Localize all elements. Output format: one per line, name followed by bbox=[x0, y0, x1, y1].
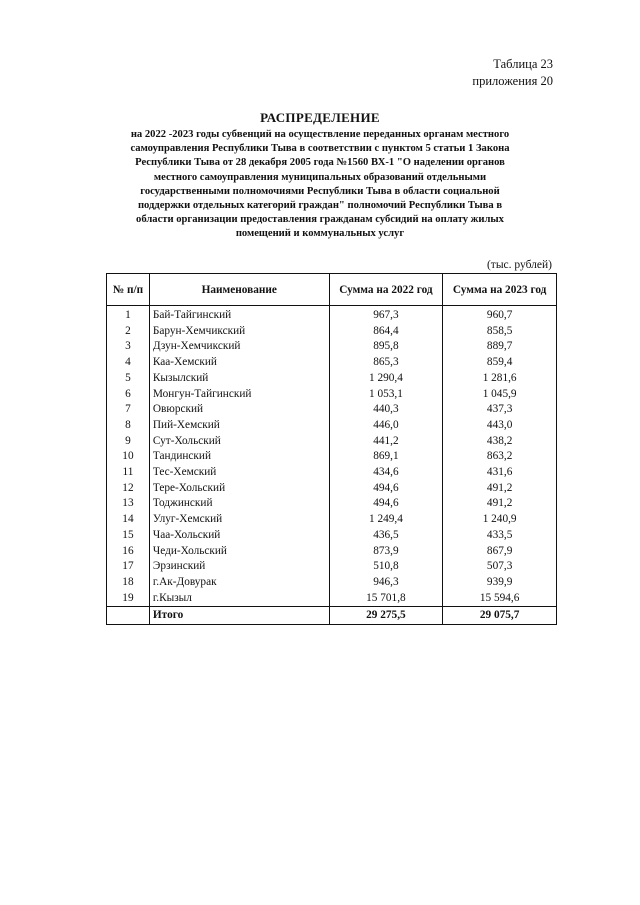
table-row bbox=[107, 591, 557, 607]
sum-2022: 15 701,8 bbox=[329, 591, 443, 607]
table-row bbox=[107, 575, 557, 591]
sum-2022: 873,9 bbox=[329, 544, 443, 560]
sum-2022: 434,6 bbox=[329, 465, 443, 481]
table-row bbox=[107, 512, 557, 528]
sum-2022: 869,1 bbox=[329, 449, 443, 465]
municipality-name: Тере-Хольский bbox=[149, 481, 329, 497]
table-row bbox=[107, 449, 557, 465]
municipality-name: Монгун-Тайгинский bbox=[149, 387, 329, 403]
sum-2022: 510,8 bbox=[329, 559, 443, 575]
units-note: (тыс. рублей) bbox=[486, 259, 552, 271]
table-row bbox=[107, 371, 557, 387]
sum-2022: 494,6 bbox=[329, 481, 443, 497]
sum-2022: 494,6 bbox=[329, 496, 443, 512]
sum-2022: 1 053,1 bbox=[329, 387, 443, 403]
table-row bbox=[107, 559, 557, 575]
distribution-table bbox=[106, 273, 557, 625]
table-row bbox=[107, 465, 557, 481]
row-number: 12 bbox=[107, 481, 150, 497]
row-number: 9 bbox=[107, 434, 150, 450]
municipality-name: Пий-Хемский bbox=[149, 418, 329, 434]
municipality-name: Кызылский bbox=[149, 371, 329, 387]
table-row bbox=[107, 481, 557, 497]
sum-2023: 1 045,9 bbox=[443, 387, 557, 403]
sum-2023: 507,3 bbox=[443, 559, 557, 575]
municipality-name: Чаа-Хольский bbox=[149, 528, 329, 544]
municipality-name: Бай-Тайгинский bbox=[149, 306, 329, 324]
municipality-name: Овюрский bbox=[149, 402, 329, 418]
row-number: 15 bbox=[107, 528, 150, 544]
row-number: 7 bbox=[107, 402, 150, 418]
sum-2022: 946,3 bbox=[329, 575, 443, 591]
sum-2023: 939,9 bbox=[443, 575, 557, 591]
sum-2023: 867,9 bbox=[443, 544, 557, 560]
row-number: 1 bbox=[107, 306, 150, 324]
municipality-name: Сут-Хольский bbox=[149, 434, 329, 450]
total-number bbox=[107, 607, 150, 625]
table-row bbox=[107, 496, 557, 512]
municipality-name: Улуг-Хемский bbox=[149, 512, 329, 528]
sum-2022: 440,3 bbox=[329, 402, 443, 418]
sum-2023: 431,6 bbox=[443, 465, 557, 481]
sum-2023: 15 594,6 bbox=[443, 591, 557, 607]
sum-2023: 1 281,6 bbox=[443, 371, 557, 387]
sum-2023: 858,5 bbox=[443, 324, 557, 340]
table-row bbox=[107, 339, 557, 355]
row-number: 11 bbox=[107, 465, 150, 481]
table-row bbox=[107, 402, 557, 418]
header-name: Наименование bbox=[149, 274, 329, 306]
table-row bbox=[107, 544, 557, 560]
document-subtitle: на 2022 -2023 годы субвенций на осуществление переданных органам местного самоуправления Республики Тыва в соответствии с пунктом 5 статьи 1 Закона Республики Тыва от 28 декабря 2005 года №1560 ВХ-1 "О наделении органов местного самоуправления муниципальных образований отдельными государственными полномочиями Республики Тыва в области социальной поддержки отдельных категорий граждан" полномочий Республики Тыва в области организации предоставления гражданам субсидий на оплату жилых помещений и коммунальных услуг bbox=[130, 129, 510, 240]
row-number: 6 bbox=[107, 387, 150, 403]
sum-2023: 491,2 bbox=[443, 496, 557, 512]
municipality-name: Дзун-Хемчикский bbox=[149, 339, 329, 355]
sum-2023: 433,5 bbox=[443, 528, 557, 544]
municipality-name: Барун-Хемчикский bbox=[149, 324, 329, 340]
municipality-name: Эрзинский bbox=[149, 559, 329, 575]
table-row bbox=[107, 306, 557, 324]
table-header-row bbox=[107, 274, 557, 306]
sum-2022: 967,3 bbox=[329, 306, 443, 324]
sum-2022: 865,3 bbox=[329, 355, 443, 371]
sum-2022: 1 290,4 bbox=[329, 371, 443, 387]
table-row bbox=[107, 528, 557, 544]
total-sum-2022: 29 275,5 bbox=[329, 607, 443, 625]
row-number: 16 bbox=[107, 544, 150, 560]
sum-2023: 859,4 bbox=[443, 355, 557, 371]
municipality-name: г.Кызыл bbox=[149, 591, 329, 607]
sum-2022: 895,8 bbox=[329, 339, 443, 355]
municipality-name: Тес-Хемский bbox=[149, 465, 329, 481]
row-number: 13 bbox=[107, 496, 150, 512]
row-number: 5 bbox=[107, 371, 150, 387]
row-number: 18 bbox=[107, 575, 150, 591]
sum-2023: 438,2 bbox=[443, 434, 557, 450]
sum-2023: 443,0 bbox=[443, 418, 557, 434]
row-number: 14 bbox=[107, 512, 150, 528]
row-number: 3 bbox=[107, 339, 150, 355]
row-number: 10 bbox=[107, 449, 150, 465]
sum-2023: 491,2 bbox=[443, 481, 557, 497]
table-row bbox=[107, 324, 557, 340]
municipality-name: Чеди-Хольский bbox=[149, 544, 329, 560]
total-sum-2023: 29 075,7 bbox=[443, 607, 557, 625]
table-row bbox=[107, 387, 557, 403]
sum-2022: 1 249,4 bbox=[329, 512, 443, 528]
row-number: 19 bbox=[107, 591, 150, 607]
sum-2023: 889,7 bbox=[443, 339, 557, 355]
total-row bbox=[107, 607, 557, 625]
sum-2022: 446,0 bbox=[329, 418, 443, 434]
sum-2023: 1 240,9 bbox=[443, 512, 557, 528]
row-number: 8 bbox=[107, 418, 150, 434]
table-row bbox=[107, 355, 557, 371]
header-sum-2022: Сумма на 2022 год bbox=[329, 274, 443, 306]
row-number: 17 bbox=[107, 559, 150, 575]
header-sum-2023: Сумма на 2023 год bbox=[443, 274, 557, 306]
table-body bbox=[107, 306, 557, 625]
total-label: Итого bbox=[149, 607, 329, 625]
sum-2022: 436,5 bbox=[329, 528, 443, 544]
row-number: 2 bbox=[107, 324, 150, 340]
table-row bbox=[107, 434, 557, 450]
municipality-name: Каа-Хемский bbox=[149, 355, 329, 371]
sum-2023: 437,3 bbox=[443, 402, 557, 418]
sum-2022: 864,4 bbox=[329, 324, 443, 340]
table-reference bbox=[472, 56, 553, 90]
appendix-number: приложения 20 bbox=[472, 74, 553, 88]
header-number: № п/п bbox=[107, 274, 150, 306]
municipality-name: г.Ак-Довурак bbox=[149, 575, 329, 591]
document-title: РАСПРЕДЕЛЕНИЕ bbox=[260, 110, 380, 125]
municipality-name: Тандинский bbox=[149, 449, 329, 465]
sum-2023: 863,2 bbox=[443, 449, 557, 465]
sum-2023: 960,7 bbox=[443, 306, 557, 324]
municipality-name: Тоджинский bbox=[149, 496, 329, 512]
table-row bbox=[107, 418, 557, 434]
table-number: Таблица 23 bbox=[493, 57, 553, 71]
row-number: 4 bbox=[107, 355, 150, 371]
sum-2022: 441,2 bbox=[329, 434, 443, 450]
